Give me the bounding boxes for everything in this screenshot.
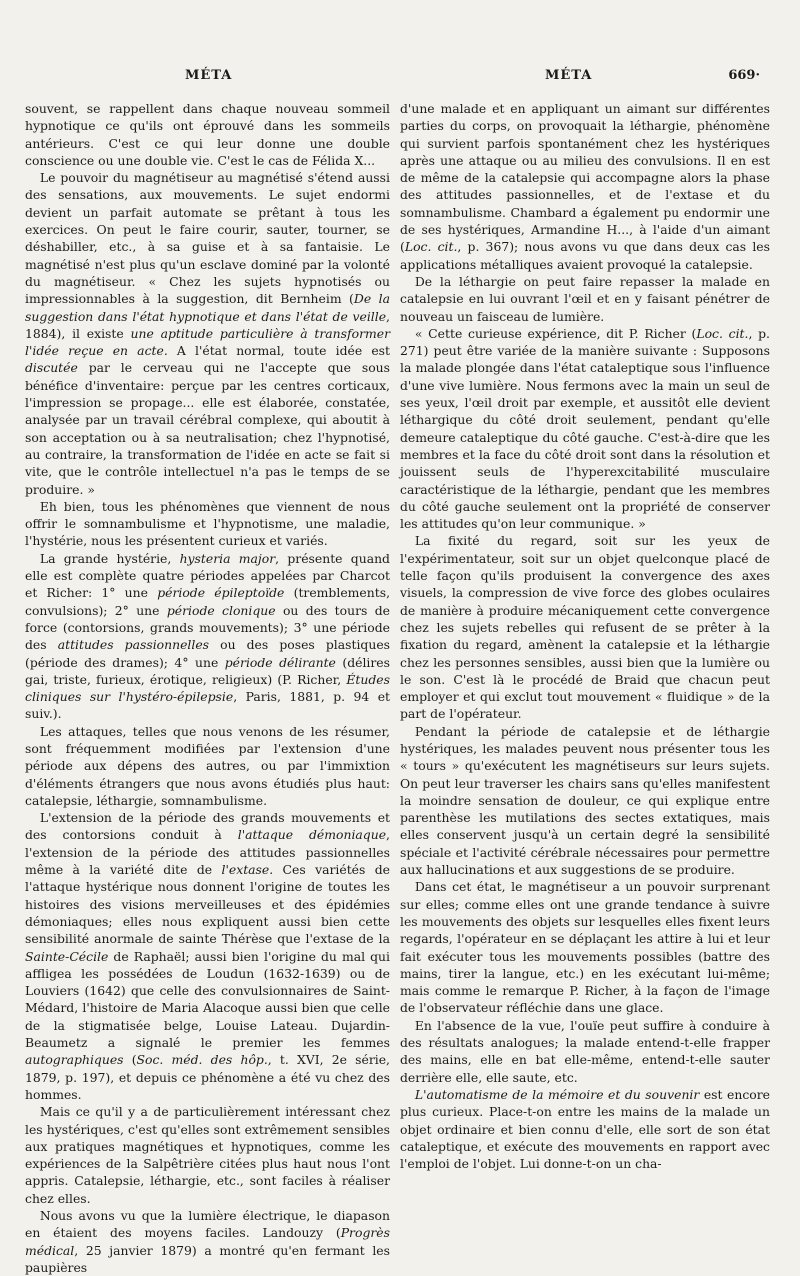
paragraph: Nous avons vu que la lumière électrique, le diapason en étaient des moyens faciles. Landouzy (Progrès médical, 25 janvier 1879) a montré qu'en fermant les paupières [25, 1208, 390, 1275]
paragraph: « Cette curieuse expérience, dit P. Richer (Loc. cit., p. 271) peut être variée de la manière suivante : Supposons la malade plongée dans l'état cataleptique sous l'influence d'une vive lumière. Nous fermons avec la main un seul de ses yeux, l'œil droit par exemple, et aussitôt elle devient léthargique du côté droit seulement, pendant qu'elle demeure cataleptique du côté gauche. C'est-à-dire que les membres et la face du côté droit sont dans la résolution et jouissent seuls de l'hyperexcitabilité musculaire caractéristique de la léthargie, pendant que les membres du côté gauche seulement ont la propriété de conserver les attitudes qu'on leur communique. » [400, 325, 770, 532]
right-running-title: MÉTA [545, 68, 593, 83]
paragraph: La fixité du regard, soit sur les yeux de l'expérimentateur, soit sur un objet quelconque placé de telle façon qu'ils produisent la convergence des axes visuels, la compression de vive force des globes oculaires de manière à produire mécaniquement cette convergence chez les sujets rebelles qui refusent de se prêter à la fixation du regard, amènent la catalepsie et la léthargie chez les personnes sensibles, aussi bien que la lumière ou le son. C'est là le procédé de Braid que chacun peut employer et qui exclut tout mouvement « fluidique » de la part de l'opérateur. [400, 533, 770, 722]
paragraph: Mais ce qu'il y a de particulièrement intéressant chez les hystériques, c'est qu'elles sont extrêmement sensibles aux pratiques magnétiques et hypnotiques, comme les expériences de la Salpêtrière citées plus haut nous l'ont appris. Catalepsie, léthargie, etc., sont faciles à réaliser chez elles. [25, 1104, 390, 1206]
paragraph: Les attaques, telles que nous venons de les résumer, sont fréquemment modifiées par l'extension d'une période aux dépens des autres, ou par l'immixtion d'éléments étrangers que nous avons étudiés plus haut: catalepsie, léthargie, somnambulisme. [25, 723, 390, 808]
paragraph: L'extension de la période des grands mouvements et des contorsions conduit à l'attaque démoniaque, l'extension de la période des attitudes passionnelles même à la variété dite de l'extase. Ces variétés de l'attaque hystérique nous donnent l'origine de toutes les histoires des visions merveilleuses et des épidémies démoniaques; elles nous expliquent aussi bien cette sensibilité anormale de sainte Thérèse que l'extase de la Sainte-Cécile de Raphaël; aussi bien l'origine du mal qui affligea les possédées de Loudun (1632-1639) ou de Louviers (1642) que celle des convulsionnaires de Saint-Médard, l'histoire de Maria Alacoque aussi bien que celle de la stigmatisée belge, Louise Lateau. Dujardin-Beaumetz a signalé le premier les femmes autographiques (Soc. méd. des hôp., t. XVI, 2e série, 1879, p. 197), et depuis ce phénomène a été vu chez des hommes. [25, 810, 391, 1102]
paragraph: De la léthargie on peut faire repasser la malade en catalepsie en lui ouvrant l'œil et en y faisant pénétrer de nouveau un faisceau de lumière. [400, 273, 770, 324]
paragraph: Pendant la période de catalepsie et de léthargie hystériques, les malades peuvent nous présenter tous les « tours » qu'exécutent les magnétiseurs sur leurs sujets. On peut leur traverser les chairs sans qu'elles manifestent la moindre sensation de douleur, ce qui explique entre parenthèse les mutilations des sectes extatiques, mais elles conservent jusqu'à un certain degré la sensibilité spéciale et l'activité cérébrale nécessaires pour permettre aux hallucinations et aux suggestions de se produire. [400, 723, 770, 878]
paragraph: souvent, se rappellent dans chaque nouveau sommeil hypnotique ce qu'ils ont éprouvé dans les sommeils antérieurs. C'est ce qui leur donne une double conscience ou une double vie. C'est le cas de Félida X... [25, 101, 390, 168]
paragraph: Eh bien, tous les phénomènes que viennent de nous offrir le somnambulisme et l'hypnotisme, une maladie, l'hystérie, nous les présentent curieux et variés. [25, 498, 390, 549]
left-column [25, 100, 391, 1275]
page-number: 669· [728, 68, 760, 83]
paragraph: Le pouvoir du magnétiseur au magnétisé s'étend aussi des sensations, aux mouvements. Le sujet endormi devient un parfait automate se prêtant à tous les exercices. On peut le faire courir, sauter, tourner, se déshabiller, etc., à sa guise et à sa fantaisie. Le magnétisé n'est plus qu'un esclave dominé par la volonté du magnétiseur. « Chez les sujets hypnotisés ou impressionnables à la suggestion, dit Bernheim (De la suggestion dans l'état hypnotique et dans l'état de veille, 1884), il existe une aptitude particulière à transformer l'idée reçue en acte. A l'état normal, toute idée est discutée par le cerveau qui ne l'accepte que sous bénéfice d'inventaire: perçue par les centres corticaux, l'impression se propage... elle est élaborée, constatée, analysée par un travail cérébral complexe, qui aboutit à son acceptation ou à sa neutralisation; chez l'hypnotisé, au contraire, la transformation de l'idée en acte se fait si vite, que le contrôle intellectuel n'a pas le temps de se produire. » [25, 170, 390, 497]
running-header [0, 62, 800, 92]
paragraph: Dans cet état, le magnétiseur a un pouvoir surprenant sur elles; comme elles ont une grande tendance à suivre les mouvements des objets sur lesquelles elles fixent leurs regards, l'opérateur en se déplaçant les attire à lui et leur fait exécuter tous les mouvements possibles (battre des mains, tirer la langue, etc.) en les exécutant lui-même; mais comme le remarque P. Richer, à la façon de l'image de l'observateur réfléchie dans une glace. [400, 879, 770, 1016]
paragraph: d'une malade et en appliquant un aimant sur différentes parties du corps, on provoquait la léthargie, phénomène qui survient parfois spontanément chez les hystériques après une attaque ou au milieu des convulsions. Il en est de même de la catalepsie qui accompagne alors la phase des attitudes passionnelles, et de l'extase et du somnambulisme. Chambard a également pu endormir une de ses hystériques, Armandine H..., à l'aide d'un aimant (Loc. cit., p. 367); nous avons vu que dans deux cas les applications métalliques avaient provoqué la catalepsie. [400, 101, 770, 272]
paragraph: La grande hystérie, hysteria major, présente quand elle est complète quatre périodes appelées par Charcot et Richer: 1° une période épileptoïde (tremblements, convulsions); 2° une période clonique ou des tours de force (contorsions, grands mouvements); 3° une période des attitudes passionnelles ou des poses plastiques (période des drames); 4° une période délirante (délires gai, triste, furieux, érotique, religieux) (P. Richer, Études cliniques sur l'hystéro-épilepsie, Paris, 1881, p. 94 et suiv.). [25, 550, 391, 722]
right-column [400, 100, 770, 1210]
left-running-title: MÉTA [185, 68, 233, 83]
paragraph: En l'absence de la vue, l'ouïe peut suffire à conduire à des résultats analogues; la malade entend-t-elle frapper des mains, elle en bat elle-même, entend-t-elle sauter derrière elle, elle saute, etc. [400, 1017, 770, 1085]
paragraph: L'automatisme de la mémoire et du souvenir est encore plus curieux. Place-t-on entre les mains de la malade un objet ordinaire et bien connu d'elle, elle sort de son état cataleptique, et exécute des mouvements en rapport avec l'emploi de l'objet. Lui donne-t-on un cha- [400, 1086, 770, 1172]
